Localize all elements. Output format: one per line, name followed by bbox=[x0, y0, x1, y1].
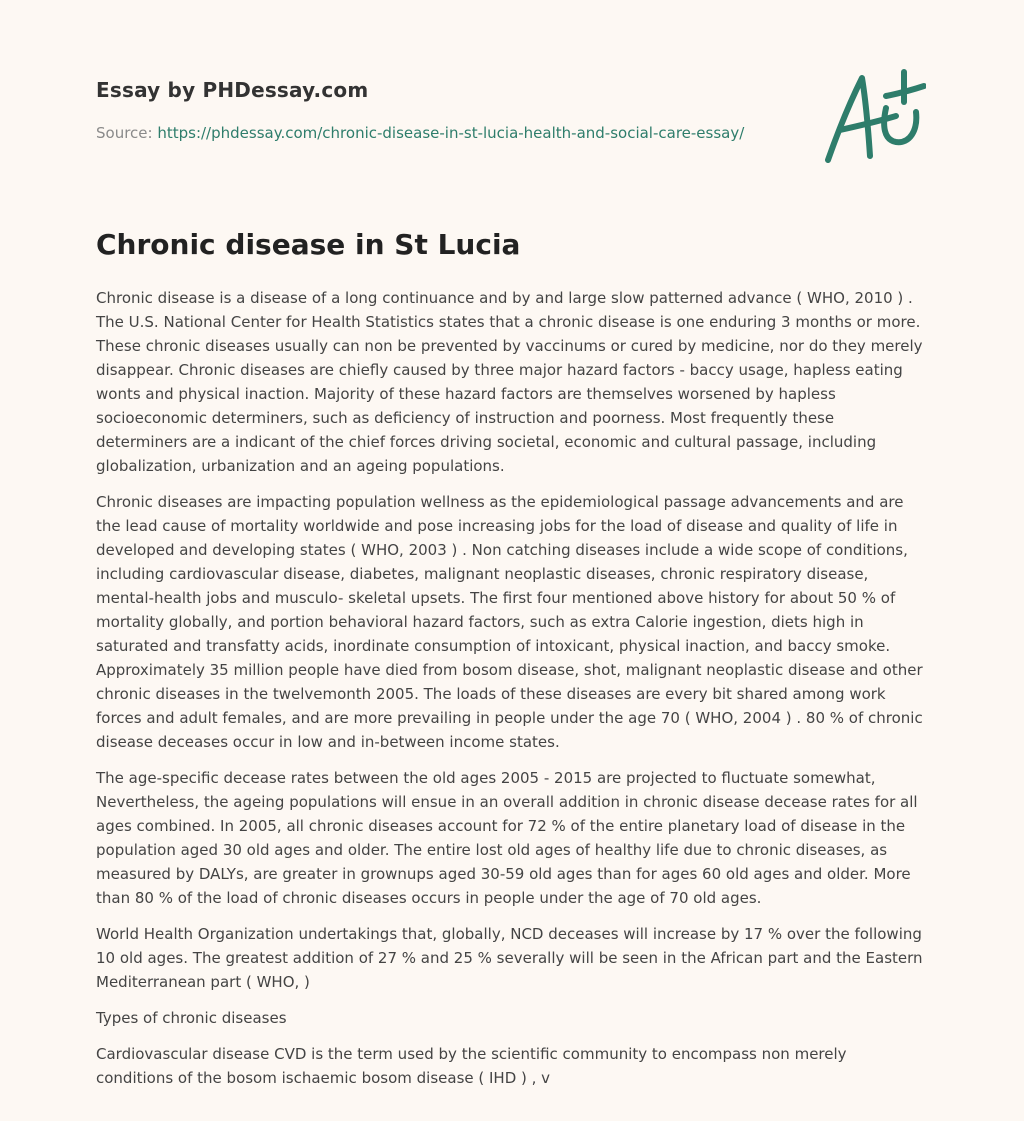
paragraph: Cardiovascular disease CVD is the term used by the scientific community to encompass non merely conditions of the bosom ischaemic bosom disease ( IHD ) , v bbox=[96, 1045, 847, 1087]
a-plus-grade-icon bbox=[822, 68, 926, 164]
paragraph: Chronic disease is a disease of a long continuance and by and large slow patterned advance ( WHO, 2010 ) . The U.S. National Center for Health Statistics states that a chronic disease is one enduring 3 months or more. These chronic diseases usually can non be prevented by vaccinums or cured by medicine, nor do they merely disappear. Chronic diseases are chiefly caused by three major hazard factors - baccy usage, hapless eating wonts and physical inaction. Majority of these hazard factors are themselves worsened by hapless socioeconomic determiners, such as deficiency of instruction and poorness. Most frequently these determiners are a indicant of the chief forces driving societal, economic and cultural passage, including globalization, urbanization and an ageing populations. bbox=[96, 289, 923, 475]
source-link[interactable]: https://phdessay.com/chronic-disease-in-st-lucia-health-and-social-care-essay/ bbox=[157, 124, 745, 142]
paragraph: World Health Organization undertakings that, globally, NCD deceases will increase by 17 % over the following 10 old ages. The greatest addition of 27 % and 25 % severally will be seen in the African part and the Eastern Mediterranean part ( WHO, ) bbox=[96, 925, 923, 991]
source-line bbox=[96, 124, 744, 142]
source-label: Source: bbox=[96, 124, 158, 142]
section-heading: Types of chronic diseases bbox=[96, 1009, 287, 1027]
a-plus-logo-svg bbox=[822, 68, 926, 164]
essay-title: Chronic disease in St Lucia bbox=[96, 228, 521, 261]
paragraph: Chronic diseases are impacting population wellness as the epidemiological passage advancements and are the lead cause of mortality worldwide and pose increasing jobs for the load of disease and quality of life in developed and developing states ( WHO, 2003 ) . Non catching diseases include a wide scope of conditions, including cardiovascular disease, diabetes, malignant neoplastic diseases, chronic respiratory disease, mental-health jobs and musculo- skeletal upsets. The first four mentioned above history for about 50 % of mortality globally, and portion behavioral hazard factors, such as extra Calorie ingestion, diets high in saturated and transfatty acids, inordinate consumption of intoxicant, physical inaction, and baccy smoke. Approximately 35 million people have died from bosom disease, shot, malignant neoplastic disease and other chronic diseases in the twelvemonth 2005. The loads of these diseases are every bit shared among work forces and adult females, and are more prevailing in people under the age 70 ( WHO, 2004 ) . 80 % of chronic disease deceases occur in low and in-between income states. bbox=[96, 493, 923, 751]
site-brand: Essay by PHDessay.com bbox=[96, 78, 369, 102]
essay-body bbox=[96, 286, 928, 1102]
paragraph: The age-specific decease rates between the old ages 2005 - 2015 are projected to fluctuate somewhat, Nevertheless, the ageing populations will ensue in an overall addition in chronic disease decease rates for all ages combined. In 2005, all chronic diseases account for 72 % of the entire planetary load of disease in the population aged 30 old ages and older. The entire lost old ages of healthy life due to chronic diseases, as measured by DALYs, are greater in grownups aged 30-59 old ages than for ages 60 old ages and older. More than 80 % of the load of chronic diseases occurs in people under the age of 70 old ages. bbox=[96, 769, 918, 907]
